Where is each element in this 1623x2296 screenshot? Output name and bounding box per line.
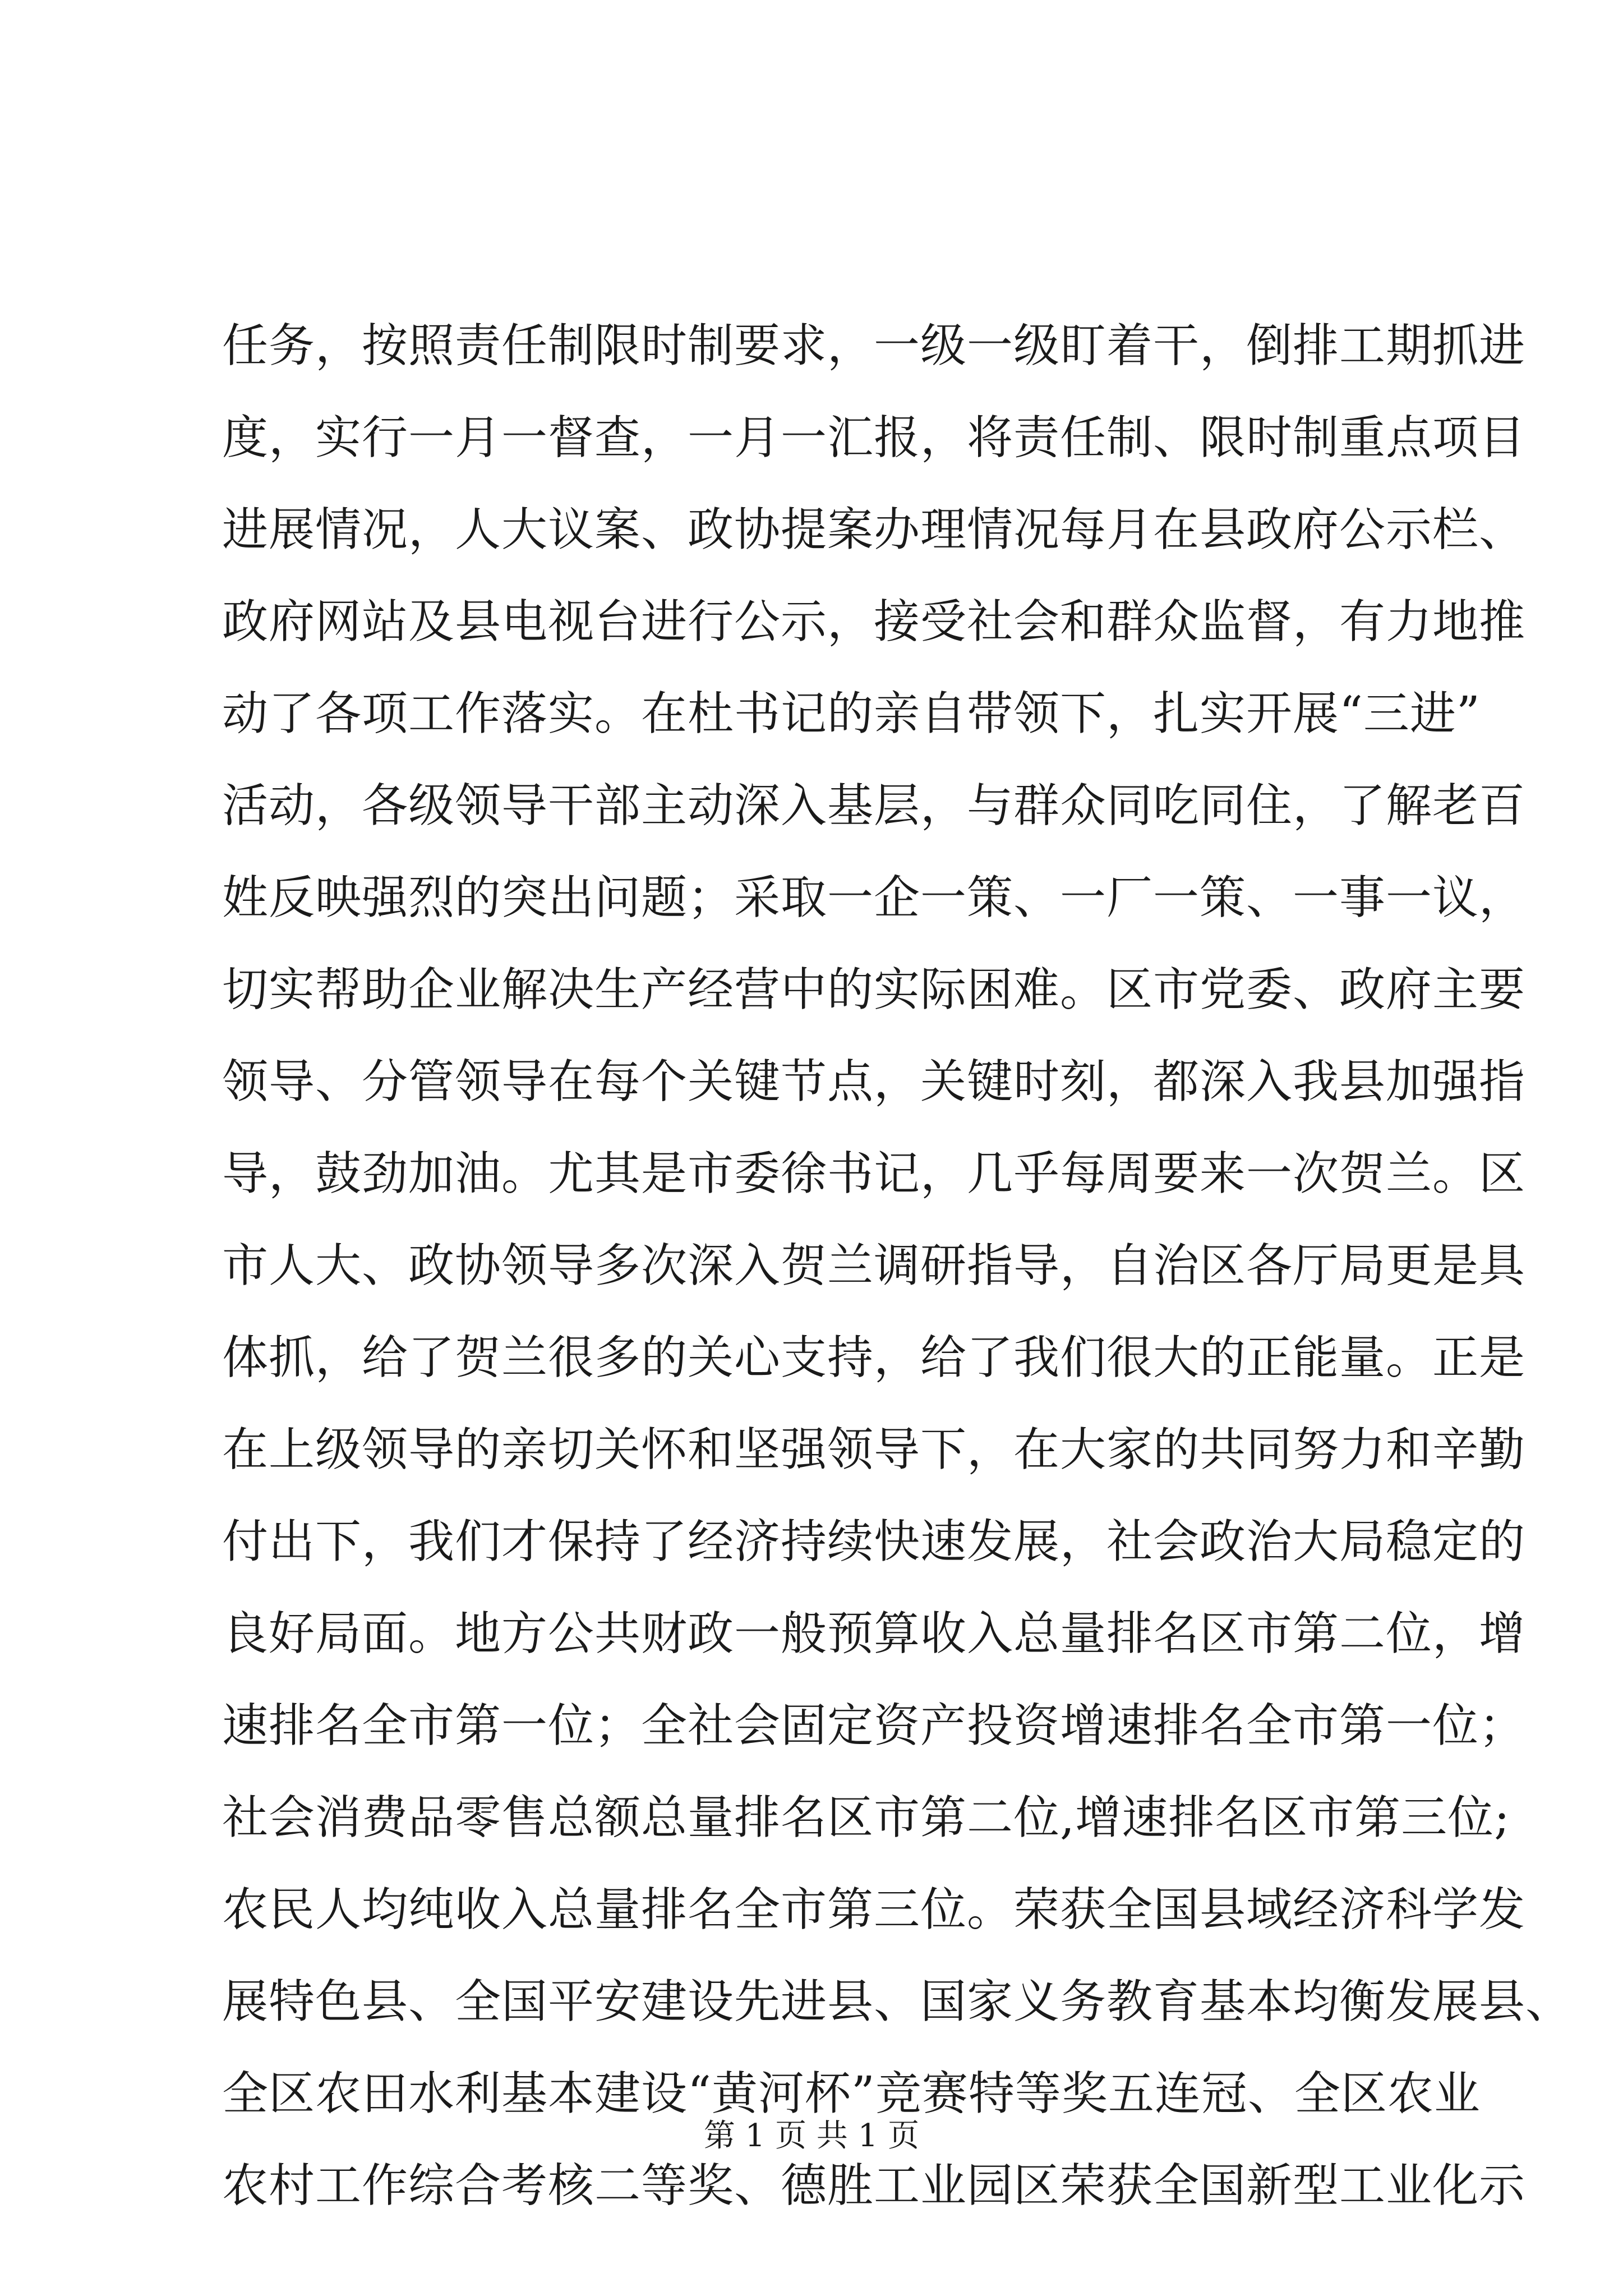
text-line: 社会消费品零售总额总量排名区市第二位,增速排名区市第三位; [222, 1791, 1510, 1844]
text-line: 良好局面。地方公共财政一般预算收入总量排名区市第二位，增 [222, 1607, 1526, 1660]
text-line: 体抓，给了贺兰很多的关心支持，给了我们很大的正能量。正是 [222, 1331, 1526, 1384]
text-line: 导，鼓劲加油。尤其是市委徐书记，几乎每周要来一次贺兰。区 [222, 1147, 1526, 1200]
text-line: 度，实行一月一督查，一月一汇报，将责任制、限时制重点项目 [222, 411, 1526, 464]
text-line: 进展情况，人大议案、政协提案办理情况每月在县政府公示栏、 [222, 503, 1526, 556]
text-line: 领导、分管领导在每个关键节点，关键时刻，都深入我县加强指 [222, 1055, 1526, 1108]
text-line: 在上级领导的亲切关怀和坚强领导下，在大家的共同努力和辛勤 [222, 1423, 1526, 1476]
text-line: 全区农田水利基本建设“黄河杯”竞赛特等奖五连冠、全区农业 [222, 2067, 1481, 2120]
text-line: 动了各项工作落实。在杜书记的亲自带领下，扎实开展“三进” [222, 687, 1481, 740]
text-line: 切实帮助企业解决生产经营中的实际困难。区市党委、政府主要 [222, 963, 1526, 1016]
text-line: 活动，各级领导干部主动深入基层，与群众同吃同住，了解老百 [222, 779, 1526, 832]
text-line: 任务，按照责任制限时制要求，一级一级盯着干，倒排工期抓进 [222, 319, 1526, 372]
text-line: 农民人均纯收入总量排名全市第三位。荣获全国县域经济科学发 [222, 1883, 1526, 1936]
text-line: 姓反映强烈的突出问题；采取一企一策、一厂一策、一事一议， [222, 871, 1526, 924]
text-line: 市人大、政协领导多次深入贺兰调研指导，自治区各厅局更是具 [222, 1239, 1526, 1292]
page-footer [0, 2114, 1623, 2159]
text-line: 政府网站及县电视台进行公示，接受社会和群众监督，有力地推 [222, 595, 1526, 648]
text-line: 展特色县、全国平安建设先进县、国家义务教育基本均衡发展县、 [222, 1975, 1573, 2028]
text-line: 农村工作综合考核二等奖、德胜工业园区荣获全国新型工业化示 [222, 2159, 1526, 2212]
body-text [222, 300, 1573, 2232]
text-line: 付出下，我们才保持了经济持续快速发展，社会政治大局稳定的 [222, 1515, 1526, 1568]
page-number: 第 1 页 共 1 页 [703, 2118, 920, 2154]
text-line: 速排名全市第一位；全社会固定资产投资增速排名全市第一位； [222, 1699, 1526, 1752]
